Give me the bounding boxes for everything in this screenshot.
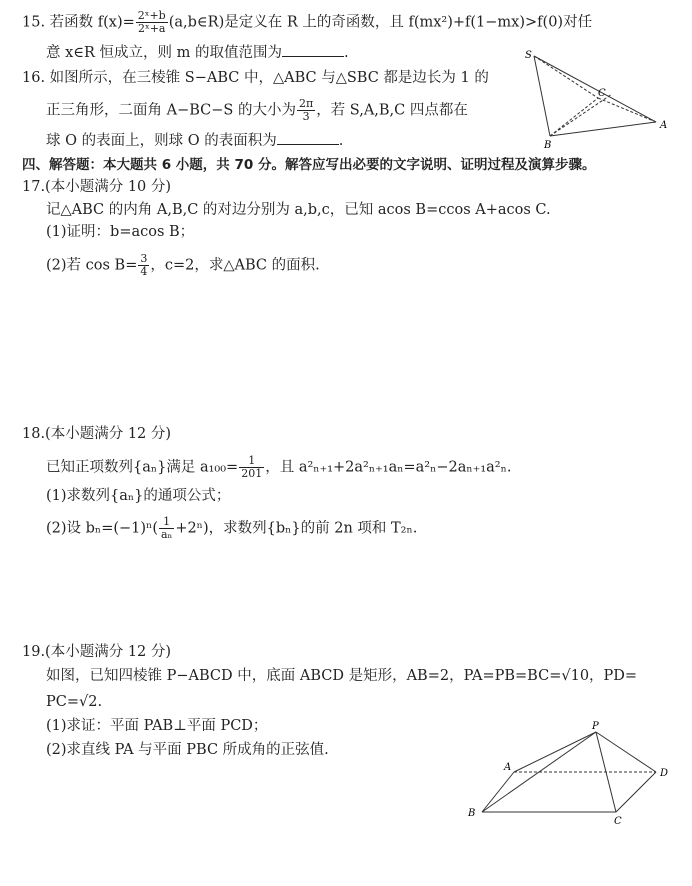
label-A: A (660, 120, 668, 131)
edge-SC (534, 56, 598, 98)
q18-header: 18.(本小题满分 12 分) (22, 426, 172, 442)
q15-frac-num: 2ˣ+b (137, 9, 166, 22)
edge-AB (482, 772, 514, 812)
q17-part2-post: ，c=2，求△ABC 的面积. (150, 257, 320, 274)
q16-line3-text: 球 O 的表面上，则球 O 的表面积为 (46, 133, 277, 149)
q18-frac2-den: aₙ (160, 528, 173, 541)
label-B: B (468, 808, 476, 819)
q16-line1-text: 如图所示，在三棱锥 S−ABC 中，△ABC 与△SBC 都是边长为 1 的 (49, 70, 489, 86)
edge-BA (550, 122, 656, 136)
q15-number: 15. (22, 14, 46, 31)
q17-fraction (138, 253, 149, 278)
edge-CA (598, 98, 656, 122)
q15-text-post: (a,b∈R)是定义在 R 上的奇函数，且 f(mx²)+f(1−mx)>f(0)对任 (168, 14, 593, 31)
label-A: A (504, 762, 512, 773)
q15-fraction (136, 10, 168, 35)
label-B: B (544, 140, 552, 150)
q18-part2-pre: (2)设 bₙ=(−1)ⁿ( (46, 520, 158, 537)
q15-answer-blank[interactable] (282, 42, 344, 57)
q15-frac-den: 2ˣ+a (138, 22, 166, 35)
q18-line1 (46, 455, 512, 480)
q16-fraction (297, 98, 315, 123)
label-S: S (525, 50, 532, 61)
q18-frac-num: 1 (239, 455, 264, 468)
q18-part1: (1)求数列{aₙ}的通项公式； (46, 488, 231, 504)
edge-CD (616, 772, 656, 812)
q16-line2 (46, 98, 468, 123)
label-C: C (614, 816, 622, 827)
section4-header: 四、解答题：本大题共 6 小题，共 70 分。解答应写出必要的文字说明、证明过程及演算步骤。 (22, 157, 596, 173)
q17-frac-num: 3 (140, 252, 148, 265)
edge-SA (534, 56, 656, 122)
q18-line1-post: ，且 a²ₙ₊₁+2a²ₙ₊₁aₙ=a²ₙ−2aₙ₊₁a²ₙ. (265, 459, 512, 476)
q16-number: 16. (22, 70, 46, 86)
q15-line2-text: 意 x∈R 恒成立，则 m 的取值范围为 (46, 45, 283, 61)
q17-part1: (1)证明：b=acos B； (46, 224, 195, 240)
q19-line1: 如图，已知四棱锥 P−ABCD 中，底面 ABCD 是矩形，AB=2，PA=PB=BC=√10，PD= (46, 668, 638, 684)
q16-line3 (46, 130, 343, 151)
q17-part2-pre: (2)若 cos B= (46, 257, 138, 274)
q15-text-pre: 若函数 f(x)= (49, 14, 135, 31)
q17-header: 17.(本小题满分 10 分) (22, 179, 172, 195)
edge-SB (534, 56, 550, 136)
label-D: D (660, 768, 669, 779)
q17-line1: 记△ABC 的内角 A,B,C 的对边分别为 a,b,c，已知 acos B=ccos A+acos C. (46, 202, 551, 218)
q16-frac-den: 3 (302, 110, 310, 123)
q16-line1 (22, 68, 489, 88)
q17-frac-den: 4 (140, 265, 148, 278)
q18-line1-pre: 已知正项数列{aₙ}满足 a₁₀₀= (46, 459, 239, 476)
q16-frac-num: 2π (298, 97, 314, 110)
q19-line2: PC=√2. (46, 694, 103, 710)
q16-line2-post: ，若 S,A,B,C 四点都在 (316, 102, 468, 119)
q19-header: 19.(本小题满分 12 分) (22, 644, 172, 660)
edge-PA (514, 732, 596, 772)
q17-part2 (46, 253, 320, 278)
q15-line2 (46, 42, 349, 63)
q15-period: . (344, 45, 349, 61)
q19-pyramid-figure (464, 718, 678, 828)
q18-part2-post: +2ⁿ)，求数列{bₙ}的前 2n 项和 T₂ₙ. (175, 520, 418, 537)
q18-fraction2 (159, 516, 174, 541)
q18-frac-den: 201 (241, 467, 263, 480)
q18-frac2-num: 1 (159, 516, 174, 529)
q16-tetrahedron-figure (520, 46, 680, 150)
q19-part2: (2)求直线 PA 与平面 PBC 所成角的正弦值. (46, 742, 329, 758)
q15-line1 (22, 10, 592, 35)
q16-period: . (338, 133, 344, 149)
q19-part1: (1)求证：平面 PAB⊥平面 PCD； (46, 718, 268, 734)
q18-part2 (46, 516, 417, 541)
label-C: C (598, 88, 606, 99)
label-P: P (592, 721, 599, 732)
q18-fraction (239, 455, 264, 480)
q16-line2-pre: 正三角形，二面角 A−BC−S 的大小为 (46, 102, 296, 119)
edge-PB (482, 732, 596, 812)
q16-answer-blank[interactable] (277, 130, 339, 145)
